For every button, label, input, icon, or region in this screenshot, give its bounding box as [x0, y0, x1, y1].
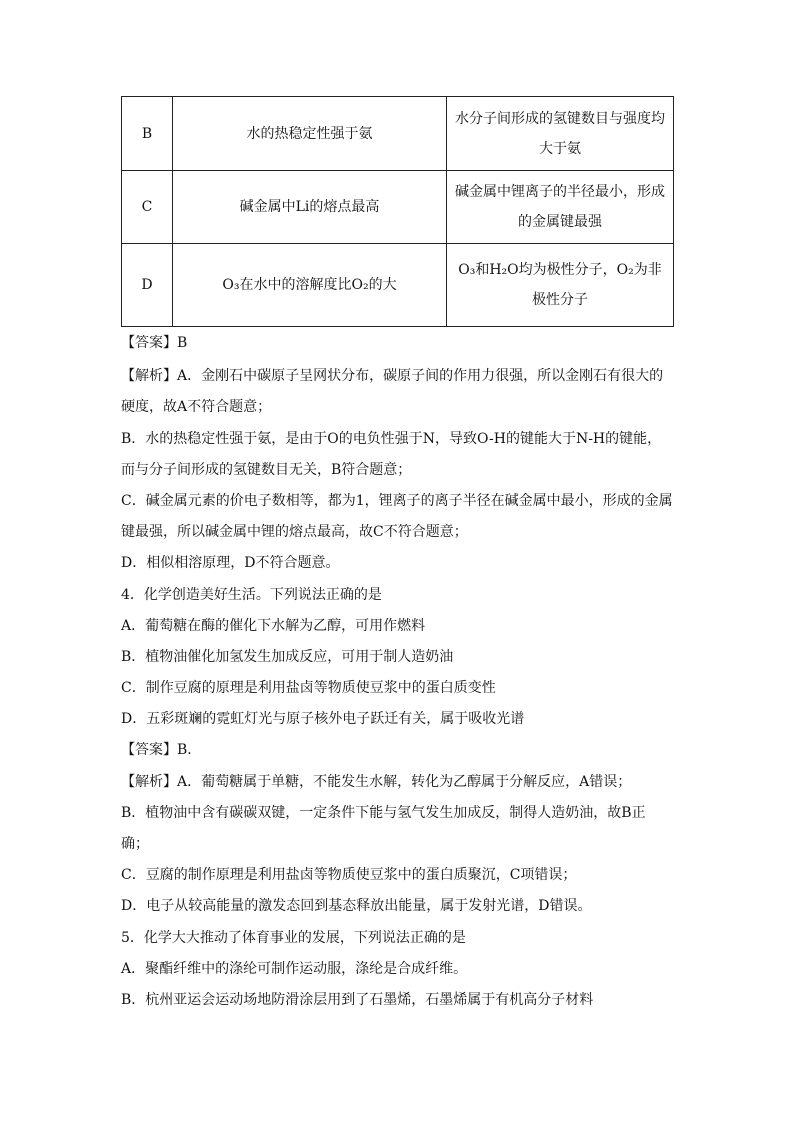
- explanation-line-1: O₃和H₂O均为极性分子，O₂为非: [458, 262, 662, 278]
- explanation-cell: [447, 97, 674, 171]
- phenomenon-cell: O₃在水中的溶解度比O₂的大: [173, 244, 447, 327]
- text-line: C．碱金属元素的价电子数相等，都为1，锂离子的离子半径在碱金属中最小，形成的金属: [121, 493, 673, 509]
- text-line: D．电子从较高能量的激发态回到基态释放出能量，属于发射光谱，D错误。: [121, 898, 592, 914]
- explanation-line-1: 水分子间形成的氢键数目与强度均: [455, 110, 665, 127]
- text-line: B．植物油中含有碳碳双键，一定条件下能与氢气发生加成反，制得人造奶油，故B正: [121, 805, 646, 821]
- explanation-cell: [447, 244, 674, 327]
- text-line: B．水的热稳定性强于氨，是由于O的电负性强于N，导致O-H的键能大于N-H的键能，: [121, 431, 662, 447]
- text-line: 而与分子间形成的氢键数目无关，B符合题意；: [121, 462, 412, 478]
- table-row: [122, 171, 674, 244]
- phenomenon-cell: 水的热稳定性强于氨: [173, 97, 447, 171]
- explanation-line-1: 碱金属中锂离子的半径最小，形成: [455, 184, 665, 200]
- question-line: 5．化学大大推动了体育事业的发展，下列说法正确的是: [121, 930, 466, 946]
- text-line: 键最强，所以碱金属中锂的熔点最高，故C不符合题意；: [121, 524, 468, 540]
- option-line: A．聚酯纤维中的涤纶可制作运动服，涤纶是合成纤维。: [121, 961, 468, 977]
- explanation-line-2: 大于氨: [539, 140, 581, 157]
- option-cell: C: [122, 171, 173, 244]
- answer-line: 【答案】B．: [121, 742, 202, 758]
- option-line: C．制作豆腐的原理是利用盐卤等物质使豆浆中的蛋白质变性: [121, 680, 496, 696]
- option-cell: B: [122, 97, 173, 171]
- option-cell: D: [122, 244, 173, 327]
- explanation-cell: [447, 171, 674, 244]
- answer-line: 【答案】B: [121, 335, 188, 351]
- text-line: 【解析】A．金刚石中碳原子呈网状分布，碳原子间的作用力很强，所以金刚石有很大的: [121, 368, 664, 384]
- phenomenon-cell: 碱金属中Li的熔点最高: [173, 171, 447, 244]
- text-line: 硬度，故A不符合题意；: [121, 399, 272, 415]
- table-row: [122, 244, 674, 327]
- table-row: [122, 97, 674, 171]
- text-line: C．豆腐的制作原理是利用盐卤等物质使豆浆中的蛋白质聚沉，C项错误；: [121, 867, 577, 883]
- text-line: D．相似相溶原理，D不符合题意。: [121, 555, 340, 571]
- explanation-line-2: 极性分子: [532, 292, 588, 308]
- text-line: 【解析】A．葡萄糖属于单糖，不能发生水解，转化为乙醇属于分解反应，A错误；: [121, 774, 632, 790]
- option-line: D．五彩斑斓的霓虹灯光与原子核外电子跃迁有关，属于吸收光谱: [121, 711, 525, 727]
- option-line: B．杭州亚运会运动场地防滑涂层用到了石墨烯，石墨烯属于有机高分子材料: [121, 992, 594, 1008]
- question-line: 4．化学创造美好生活。下列说法正确的是: [121, 587, 382, 603]
- option-line: A．葡萄糖在酶的催化下水解为乙醇，可用作燃料: [121, 618, 426, 634]
- options-table: [121, 96, 674, 327]
- option-line: B．植物油催化加氢发生加成反应，可用于制人造奶油: [121, 649, 454, 665]
- text-line: 确；: [121, 836, 149, 852]
- explanation-line-2: 的金属键最强: [518, 214, 602, 230]
